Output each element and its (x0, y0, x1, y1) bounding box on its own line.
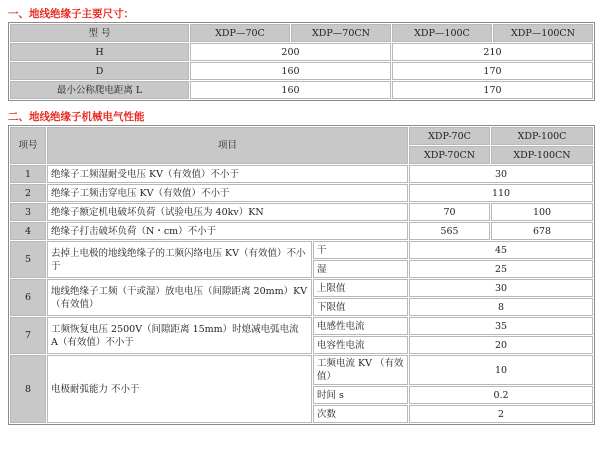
value-100: 170 (392, 62, 593, 80)
row-value-70: 70 (409, 203, 490, 221)
table-row (10, 81, 593, 99)
sub-value: 25 (409, 260, 593, 278)
section1-title: 一、地线绝缘子主要尺寸： (8, 8, 134, 20)
sub-value: 10 (409, 355, 593, 385)
header-item: 项目 (47, 127, 408, 164)
row-item: 绝缘子打击破坏负荷（N・cm）不小于 (47, 222, 408, 240)
row-value-100: 100 (491, 203, 593, 221)
row-value-70: 565 (409, 222, 490, 240)
header-model-100cn: XDP-100CN (491, 146, 593, 164)
sub-value: 0.2 (409, 386, 593, 404)
sub-value: 20 (409, 336, 593, 354)
row-value-100: 678 (491, 222, 593, 240)
dimensions-table (8, 22, 595, 101)
row-number: 8 (10, 355, 46, 423)
sub-label: 干 (313, 241, 408, 259)
sub-label: 时间 s (313, 386, 408, 404)
header-xdp70c: XDP—70C (190, 24, 290, 42)
sub-value: 30 (409, 279, 593, 297)
table-row (10, 203, 593, 221)
sub-label: 下限值 (313, 298, 408, 316)
header-xdp70cn: XDP—70CN (291, 24, 391, 42)
row-item: 工频恢复电压 2500V（间隙距离 15mm）时熄减电弧电流 A（有效值）不小于 (47, 317, 312, 354)
value-100: 210 (392, 43, 593, 61)
value-70: 160 (190, 81, 391, 99)
row-number: 4 (10, 222, 46, 240)
table-row (10, 241, 593, 259)
row-item: 电极耐弧能力 不小于 (47, 355, 312, 423)
table-row (10, 279, 593, 297)
sub-label: 湿 (313, 260, 408, 278)
table-header-row (10, 127, 593, 145)
sub-label: 电容性电流 (313, 336, 408, 354)
row-number: 1 (10, 165, 46, 183)
table-row (10, 184, 593, 202)
row-item: 去掉上电极的地线绝缘子的工频闪络电压 KV（有效值）不小于 (47, 241, 312, 278)
row-number: 2 (10, 184, 46, 202)
table-row (10, 355, 593, 385)
section2-title: 二、地线绝缘子机械电气性能 (8, 111, 145, 123)
row-number: 3 (10, 203, 46, 221)
sub-value: 2 (409, 405, 593, 423)
value-70: 200 (190, 43, 391, 61)
header-xdp100c: XDP—100C (392, 24, 492, 42)
row-value: 30 (409, 165, 593, 183)
row-number: 7 (10, 317, 46, 354)
table-header-row (10, 24, 593, 42)
row-number: 5 (10, 241, 46, 278)
value-100: 170 (392, 81, 593, 99)
table-row (10, 317, 593, 335)
header-model-70c: XDP-70C (409, 127, 490, 145)
performance-table (8, 125, 595, 425)
row-label: 最小公称爬电距离 L (10, 81, 189, 99)
row-label: H (10, 43, 189, 61)
table-row (10, 222, 593, 240)
header-no: 项号 (10, 127, 46, 164)
row-item: 绝缘子额定机电破坏负荷（试验电压为 40kv）KN (47, 203, 408, 221)
header-xdp100cn: XDP—100CN (493, 24, 593, 42)
value-70: 160 (190, 62, 391, 80)
table-row (10, 165, 593, 183)
header-model-70cn: XDP-70CN (409, 146, 490, 164)
sub-label: 工频电流 KV （有效值） (313, 355, 408, 385)
sub-label: 次数 (313, 405, 408, 423)
row-item: 地线绝缘子工频（干或湿）放电电压（间隙距离 20mm）KV（有效值） (47, 279, 312, 316)
row-item: 绝缘子工频湿耐受电压 KV（有效值）不小于 (47, 165, 408, 183)
sub-label: 电感性电流 (313, 317, 408, 335)
sub-value: 8 (409, 298, 593, 316)
row-number: 6 (10, 279, 46, 316)
row-label: D (10, 62, 189, 80)
table-row (10, 62, 593, 80)
table-row (10, 43, 593, 61)
row-item: 绝缘子工频击穿电压 KV（有效值）不小于 (47, 184, 408, 202)
sub-value: 35 (409, 317, 593, 335)
sub-label: 上限值 (313, 279, 408, 297)
header-model-100c: XDP-100C (491, 127, 593, 145)
sub-value: 45 (409, 241, 593, 259)
row-value: 110 (409, 184, 593, 202)
header-model: 型 号 (10, 24, 189, 42)
